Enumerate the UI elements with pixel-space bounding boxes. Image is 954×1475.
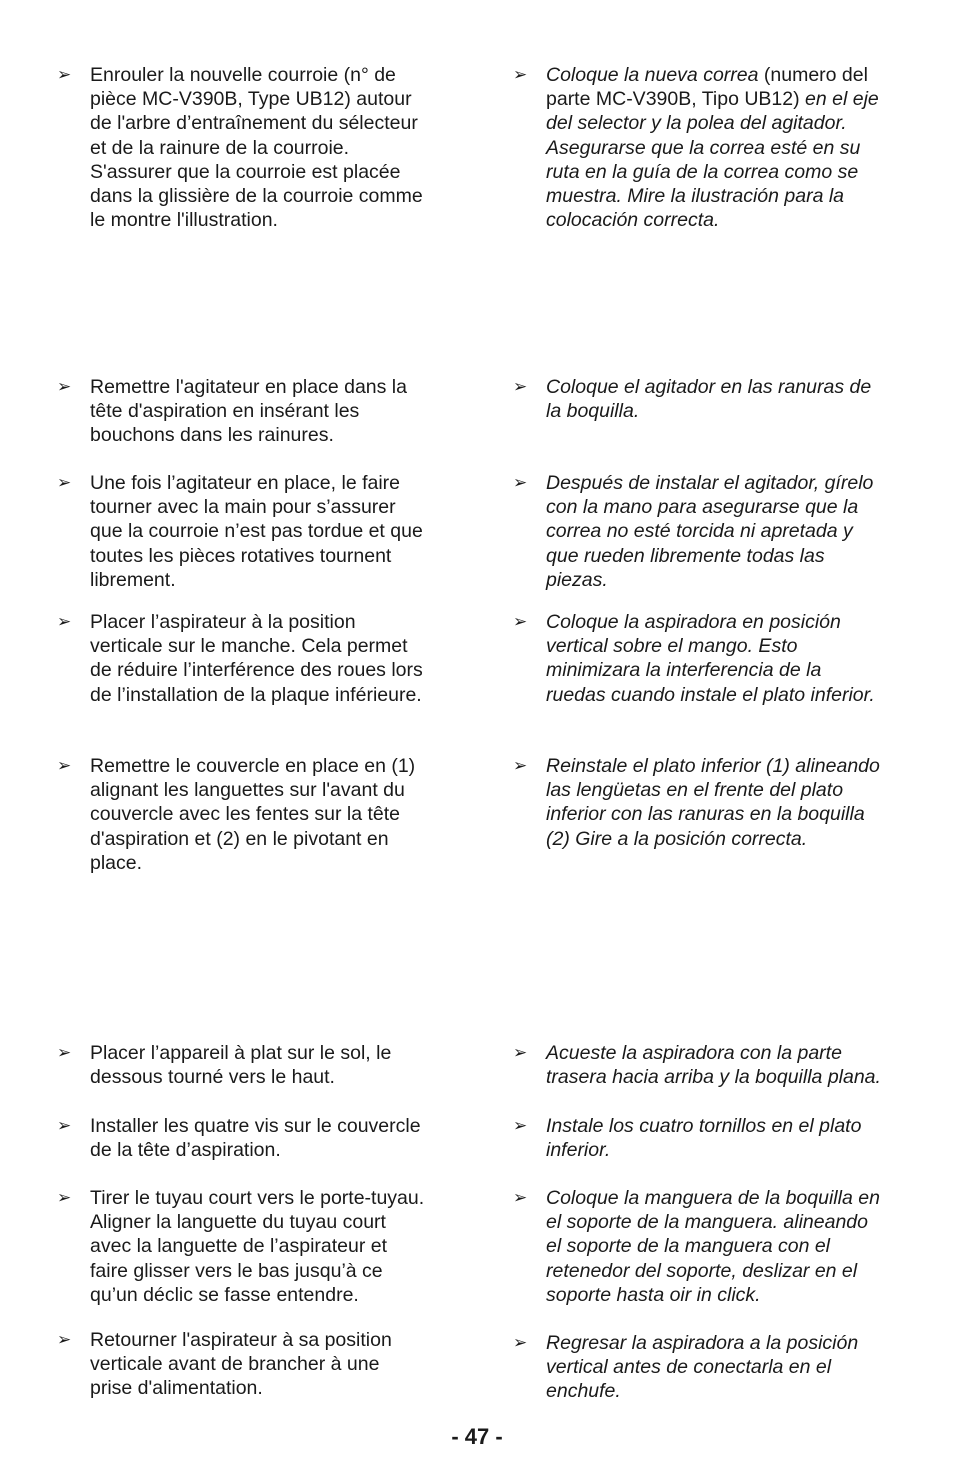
fr-step-5-text: Remettre le couvercle en place en (1) alignant les languettes sur l'avant du couvercle avec les fentes sur la tête d'aspiration et (2) en le pivotant en place.	[90, 755, 416, 874]
bullet-arrow-icon: ➢	[57, 1116, 72, 1136]
bullet-arrow-icon: ➢	[57, 612, 72, 632]
bullet-arrow-icon: ➢	[513, 473, 528, 493]
fr-step-4-text: Placer l’aspirateur à la position verticale sur le manche. Cela permet de réduire l’interférence des roues lors de l’installation de la plaque inférieure.	[90, 611, 423, 706]
bullet-arrow-icon: ➢	[513, 612, 528, 632]
bullet-arrow-icon: ➢	[513, 1333, 528, 1353]
bullet-arrow-icon: ➢	[57, 1330, 72, 1350]
fr-step-9-text: Retourner l'aspirateur à sa position verticale avant de brancher à une prise d'alimentation.	[90, 1329, 392, 1400]
bullet-arrow-icon: ➢	[57, 756, 72, 776]
es-step-3-text: Después de instalar el agitador, gírelo con la mano para asegurarse que la correa no esté torcida ni apretada y que rueden libremente todas las piezas.	[546, 472, 874, 591]
es-step-4-text: Coloque la aspiradora en posición vertical sobre el mango. Esto minimizara la interferencia de la ruedas cuando instale el plato inferior.	[546, 611, 875, 706]
fr-step-7-text: Installer les quatre vis sur le couvercle de la tête d’aspiration.	[90, 1115, 421, 1162]
es-step-5-text: Reinstale el plato inferior (1) alineando las lengüetas en el frente del plato inferior con las ranuras en la boquilla (2) Gire a la posición correcta.	[546, 755, 880, 850]
bullet-arrow-icon: ➢	[513, 65, 528, 85]
es-step-1-lead: Coloque la nueva correa	[546, 64, 759, 86]
bullet-arrow-icon: ➢	[57, 1188, 72, 1208]
es-step-7-text: Instale los cuatro tornillos en el plato inferior.	[546, 1115, 862, 1162]
fr-step-3-text: Une fois l’agitateur en place, le faire tourner avec la main pour s’assurer que la courroie n’est pas tordue et que toutes les pièces rotatives tournent librement.	[90, 472, 423, 591]
es-step-8-text: Coloque la manguera de la boquilla en el soporte de la manguera. alineando el soporte de la manguera con el retenedor del soporte, deslizar en el soporte hasta oir in click.	[546, 1187, 880, 1306]
es-step-6-text: Acueste la aspiradora con la parte trasera hacia arriba y la boquilla plana.	[546, 1042, 881, 1089]
es-step-1-text	[546, 63, 936, 232]
fr-step-1-text: Enrouler la nouvelle courroie (n° de pièce MC-V390B, Type UB12) autour de l'arbre d’entraînement du sélecteur et de la rainure de la courroie. S'assurer que la courroie est placée dans la glissière de la courroie comme le montre l'illustration.	[90, 64, 423, 232]
bullet-arrow-icon: ➢	[513, 377, 528, 397]
es-step-1-part-number: (numero del parte MC-V390B, Tipo UB12)	[546, 64, 868, 111]
bullet-arrow-icon: ➢	[57, 65, 72, 85]
bullet-arrow-icon: ➢	[513, 1043, 528, 1063]
bullet-arrow-icon: ➢	[57, 377, 72, 397]
bullet-arrow-icon: ➢	[57, 473, 72, 493]
page-number: - 47 -	[451, 1424, 503, 1449]
fr-step-2-text: Remettre l'agitateur en place dans la tête d'aspiration en insérant les bouchons dans les rainures.	[90, 376, 407, 447]
bullet-arrow-icon: ➢	[513, 756, 528, 776]
bullet-arrow-icon: ➢	[513, 1116, 528, 1136]
bullet-arrow-icon: ➢	[57, 1043, 72, 1063]
fr-step-8-text: Tirer le tuyau court vers le porte-tuyau. Aligner la languette du tuyau court avec la languette de l’aspirateur et faire glisser vers le bas jusqu’à ce qu’un déclic se fasse entendre.	[90, 1187, 425, 1306]
es-step-2-text: Coloque el agitador en las ranuras de la boquilla.	[546, 376, 872, 423]
bullet-arrow-icon: ➢	[513, 1188, 528, 1208]
es-step-1-rest: en el eje del selector y la polea del agitador. Asegurarse que la correa esté en su ruta en la guía de la correa como se muestra. Mire la ilustración para la colocación correcta.	[546, 88, 879, 232]
fr-step-6-text: Placer l’appareil à plat sur le sol, le dessous tourné vers le haut.	[90, 1042, 392, 1089]
es-step-9-text: Regresar la aspiradora a la posición vertical antes de conectarla en el enchufe.	[546, 1332, 859, 1403]
